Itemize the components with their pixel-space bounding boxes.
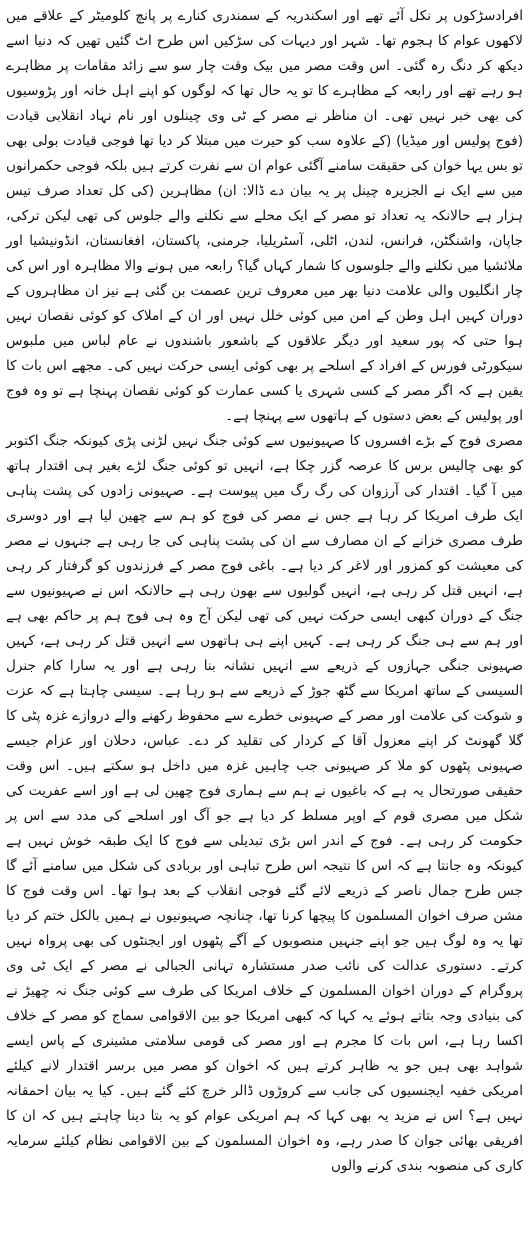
article-paragraph-1: افرادسڑکوں پر نکل آئے تھے اور اسکندریہ کے سمندری کنارے پر پانچ کلومیٹر کے علاقے میں لاکھوں عوام کا ہجوم تھا۔ شہر اور دیہات کی سڑکیں اس طرح اٹ گئیں تھیں کہ دنیا اسے دیکھ کر دنگ رہ گئی۔ اس وقت مصر میں بیک وقت چار سو سے زائد مقامات پر مظاہرے ہو رہے تھے اور رابعہ کے مظاہرے کا تو یہ حال تھا کہ لوگوں کو اپنے اہل خانہ اور پڑوسیوں کی بھی خبر نہیں تھی۔ ان مناظر نے مصر کے ٹی وی چینلوں اور نام نہاد انقلابی قیادت (فوج پولیس اور میڈیا) (کے علاوہ سب کو حیرت میں مبتلا کر دیا تھا فوجی قیادت بولی بھی تو بس یہا خوان کی حقیقت سامنے آگئی عوام ان سے نفرت کرتے ہیں بلکہ فوجی حکمرانوں میں سے ایک نے الجزیرہ چینل پر یہ بیان دے ڈالا: ان) مظاہرین (کی کل تعداد صرف تیس ہزار ہے حالانکہ یہ تعداد تو مصر کے ایک محلے سے نکلنے والے جلوس کی تھی لیکن ترکی، جاپان، واشنگٹن، فرانس، لندن، اٹلی، آسٹریلیا، جرمنی، پاکستان، افغانستان، انڈونیشیا اور ملائشیا میں نکلنے والے جلوسوں کا شمار کہاں گیا؟ رابعہ میں ہونے والا مظاہرہ اور اس کی چار انگلیوں والی علامت دنیا بھر میں معروف ترین عصمت بن گئی ہے نیز ان مظاہروں کے دوران کہیں اہل وطن کے امن میں کوئی خلل نہیں اور ان کے املاک کو کوئی نقصان نہیں ہوا حتی کہ پور سعید اور دیگر علاقوں کے باشعور باشندوں نے عام لباس میں ملبوس سیکورٹی فورس کے افراد کے اسلحے پر بھی کوئی ایسی حرکت نہیں کی۔ مجھے اس بات کا یقین ہے کہ اگر مصر کے کسی شہری یا کسی عمارت کو کوئی نقصان پہنچا ہے تو وہ فوج اور پولیس کے بعض دستوں کے ہاتھوں سے پہنچا ہے۔: [6, 8, 523, 424]
article-paragraph-2: مصری فوج کے بڑے افسروں کا صہیونیوں سے کوئی جنگ نہیں لڑنی پڑی کیونکہ جنگ اکتوبر کو بھی چالیس برس کا عرصہ گزر چکا ہے، انہیں تو کوئی جنگ لڑے بغیر ہی اقتدار ہاتھ میں آ گیا۔ اقتدار کی آرزوان کی رگ رگ میں پیوست ہے۔ صہیونی زادوں کی پشت پناہی ایک طرف امریکا کر رہا ہے جس نے مصر کی فوج کو ہم سے چھین لیا ہے اور دوسری طرف مصری خزانے کے ان مصارف سے ان کی پشت پناہی کی جا رہی ہے جنہوں نے مصر کی معیشت کو کمزور اور لاغر کر دیا ہے۔ باغی فوج مصر کے فرزندوں کو گرفتار کر رہی ہے، انہیں قتل کر رہی ہے، انہیں گولیوں سے بھون رہی ہے حالانکہ اس نے صہیونیوں سے جنگ کے دوران کبھی ایسی حرکت نہیں کی تھی لیکن آج وہ ہی فوج ہم پر حاکم بھی ہے اور ہم سے ہی جنگ کر رہی ہے۔ کہیں اپنے ہی ہاتھوں سے انہیں قتل کر رہی ہے، کہیں صہیونی جنگی جہازوں کے ذریعے سے انہیں نشانہ بنا رہی ہے اور یہ سارا کام جنرل السیسی کے ساتھ امریکا سے گٹھ جوڑ کے ذریعے سے ہو رہا ہے۔ سیسی چاہتا ہے کہ عزت و شوکت کی علامت اور مصر کے صہیونی خطرے سے محفوظ رکھنے والے دروازے غزہ پٹی کا گلا گھونٹ کر اپنے معزول آقا کے کردار کی تقلید کر دے۔ عباس، دحلان اور عزام جیسے صہیونی پٹھوں کو ملا کر صہیونی جب چاہیں غزہ میں داخل ہو سکتے ہیں۔ اس وقت حقیقی صورتحال یہ ہے کہ باغیوں نے ہم سے ہماری فوج چھین لی ہے اور اسے عفریت کی شکل میں مصری قوم کے اوپر مسلط کر دیا ہے جو آگ اور اسلحے کی مدد سے اس پر حکومت کر رہی ہے۔ فوج کے اندر اس بڑی تبدیلی سے فوج کا ایک طبقہ خوش نہیں ہے کیونکہ وہ جانتا ہے کہ اس کا نتیجہ اس طرح تباہی اور بربادی کی شکل میں سامنے آئے گا جس طرح جمال ناصر کے ذریعے لائے گئے فوجی انقلاب کے بعد ہوا تھا۔ اس وقت فوج کا مشن صرف اخوان المسلمون کا پیچھا کرنا تھا، چنانچہ صہیونیوں نے ہمیں بالکل ختم کر دیا تھا یہ وہ لوگ ہیں جو اپنے جنہیں منصوبوں کے آگے پٹھوں اور ایجنٹوں کی بھی پرواہ نہیں کرتے۔ دستوری عدالت کی نائب صدر مستشارہ تہانی الجبالی نے مصر کے ایک ٹی وی پروگرام کے دوران اخوان المسلمون کے خلاف امریکا کی طرف سے کوئی جنگ نہ چھیڑ نے کی بنیادی وجہ بتاتے ہوئے یہ کہا کہ کبھی امریکا جو بین الاقوامی سماج کو مصر کے خلاف اکسا رہا ہے، اس بات کا مجرم ہے اور مصر کی قومی سلامتی مشینری کے پاس ایسے شواہد بھی ہیں جو یہ ظاہر کرتے ہیں کہ اخوان کو مصر میں برسر اقتدار لانے کیلئے امریکی خفیہ ایجنسیوں کی جانب سے کروڑوں ڈالر خرچ کئے گئے ہیں۔ کیا یہ بیان احمقانہ نہیں ہے؟ اس نے مزید یہ بھی کہا کہ ہم امریکی عوام کو یہ بتا دینا چاہتے ہیں کہ ان کا افریقی بھائی جوان کا صدر رہے، وہ اخوان المسلمون کے بین الاقوامی نظام کیلئے سرمایہ کاری کی منصوبہ بندی کرنے والوں: [6, 433, 523, 1174]
